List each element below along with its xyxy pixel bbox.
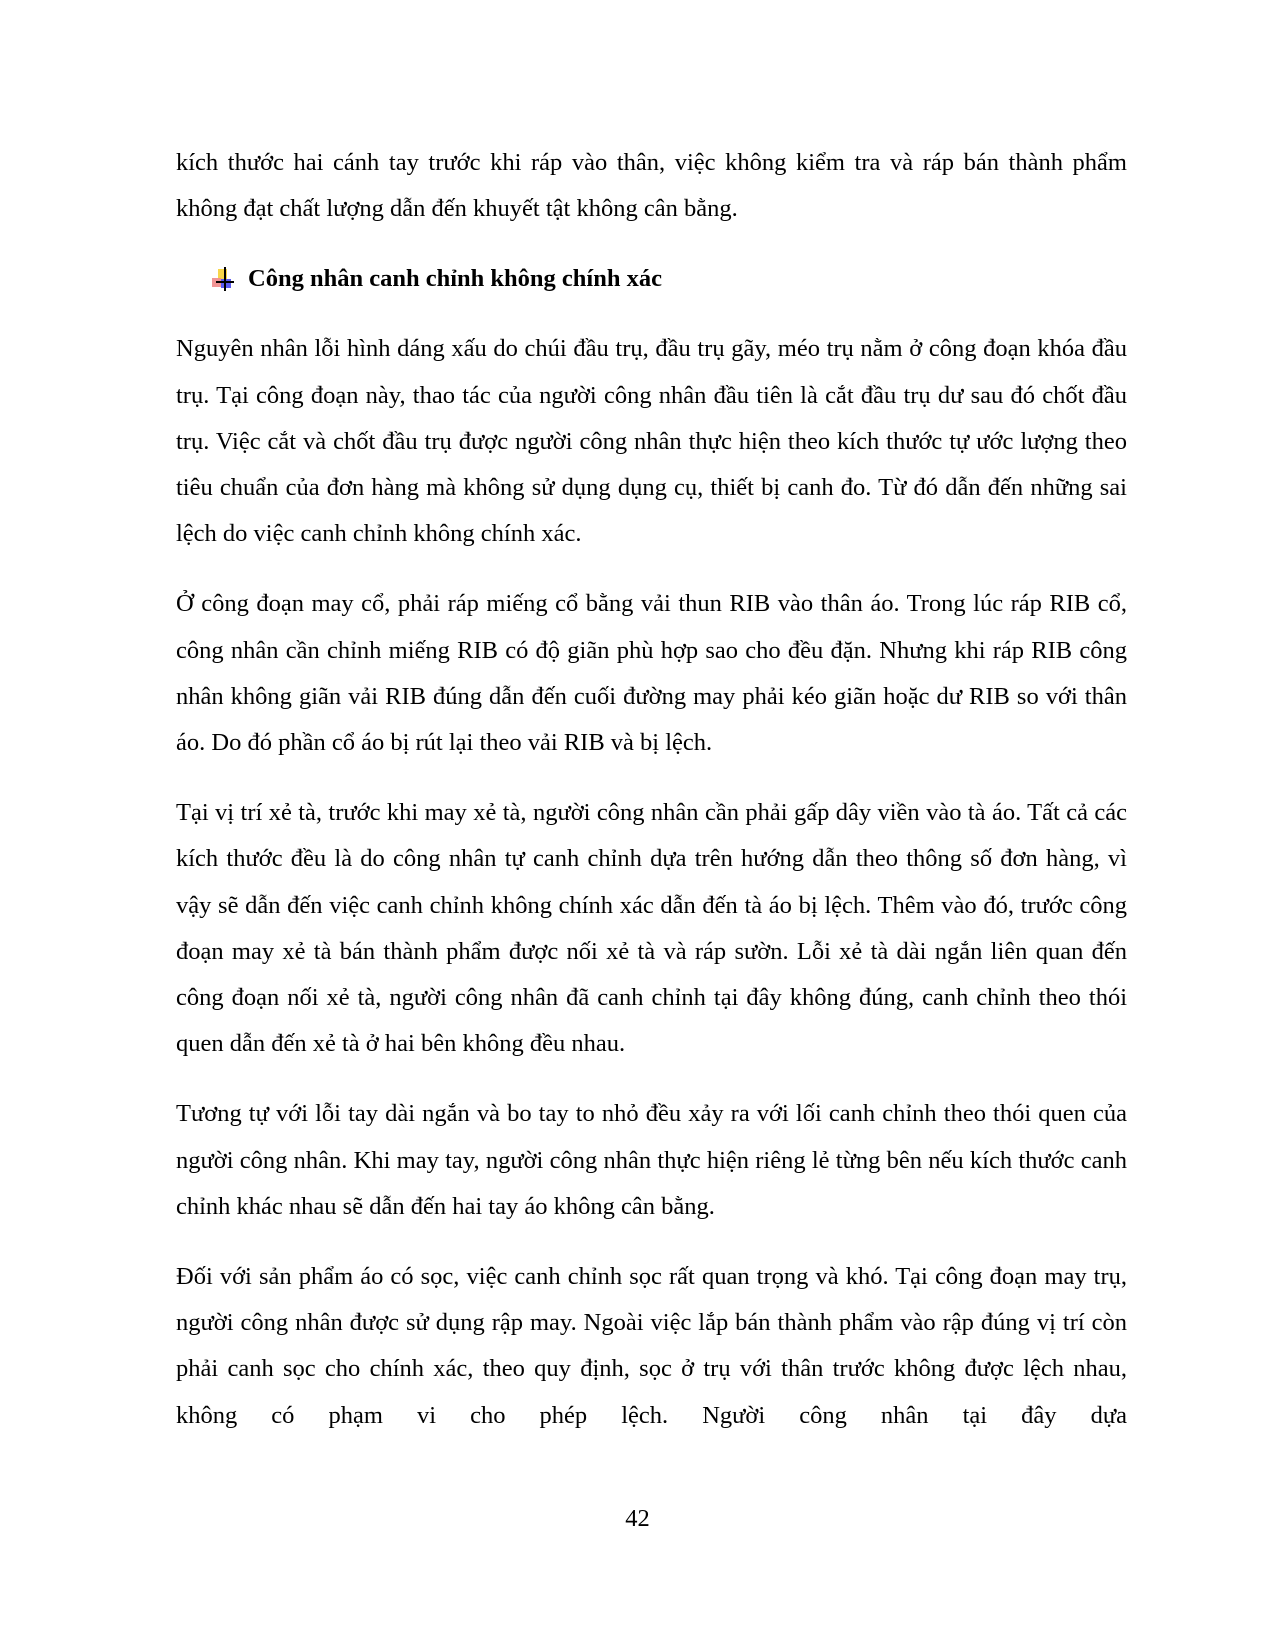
paragraph-xe-ta: Tại vị trí xẻ tà, trước khi may xẻ tà, người công nhân cần phải gấp dây viền vào tà áo. Tất cả các kích thước đều là do công nhân tự canh chỉnh dựa trên hướng dẫn theo thông số đơn hàng, vì vậy sẽ dẫn đến việc canh chỉnh không chính xác dẫn đến tà áo bị lệch. Thêm vào đó, trước công đoạn may xẻ tà bán thành phẩm được nối xẻ tà và ráp sườn. Lỗi xẻ tà dài ngắn liên quan đến công đoạn nối xẻ tà, người công nhân đã canh chỉnh tại đây không đúng, canh chỉnh theo thói quen dẫn đến xẻ tà ở hai bên không đều nhau. <box>176 799 1127 1058</box>
paragraph-may-co: Ở công đoạn may cổ, phải ráp miếng cổ bằng vải thun RIB vào thân áo. Trong lúc ráp RIB cổ, công nhân cần chỉnh miếng RIB có độ giãn phù hợp sao cho đều đặn. Nhưng khi ráp RIB công nhân không giãn vải RIB đúng dẫn đến cuối đường may phải kéo giãn hoặc dư RIB so với thân áo. Do đó phần cổ áo bị rút lại theo vải RIB và bị lệch. <box>176 590 1127 757</box>
section-heading-text: Công nhân canh chỉnh không chính xác <box>248 265 662 293</box>
four-color-cross-bullet-icon <box>212 267 236 291</box>
section-heading <box>212 256 1127 302</box>
page-number: 42 <box>625 1505 650 1532</box>
paragraph-ao-soc: Đối với sản phẩm áo có sọc, việc canh chỉnh sọc rất quan trọng và khó. Tại công đoạn may trụ, người công nhân được sử dụng rập may. Ngoài việc lắp bán thành phẩm vào rập đúng vị trí còn phải canh sọc cho chính xác, theo quy định, sọc ở trụ với thân trước không được lệch nhau, không có phạm vi cho phép lệch. Người công nhân tại đây dựa <box>176 1263 1127 1429</box>
paragraph-continued: kích thước hai cánh tay trước khi ráp vào thân, việc không kiểm tra và ráp bán thành phẩm không đạt chất lượng dẫn đến khuyết tật không cân bằng. <box>176 149 1127 223</box>
paragraph-dau-tru: Nguyên nhân lỗi hình dáng xấu do chúi đầu trụ, đầu trụ gãy, méo trụ nằm ở công đoạn khóa đầu trụ. Tại công đoạn này, thao tác của người công nhân đầu tiên là cắt đầu trụ dư sau đó chốt đầu trụ. Việc cắt và chốt đầu trụ được người công nhân thực hiện theo kích thước tự ước lượng theo tiêu chuẩn của đơn hàng mà không sử dụng dụng cụ, thiết bị canh đo. Từ đó dẫn đến những sai lệch do việc canh chỉnh không chính xác. <box>176 335 1127 548</box>
paragraph-tay-ao: Tương tự với lỗi tay dài ngắn và bo tay to nhỏ đều xảy ra với lối canh chỉnh theo thói quen của người công nhân. Khi may tay, người công nhân thực hiện riêng lẻ từng bên nếu kích thước canh chỉnh khác nhau sẽ dẫn đến hai tay áo không cân bằng. <box>176 1100 1127 1220</box>
page-body <box>176 140 1127 1463</box>
